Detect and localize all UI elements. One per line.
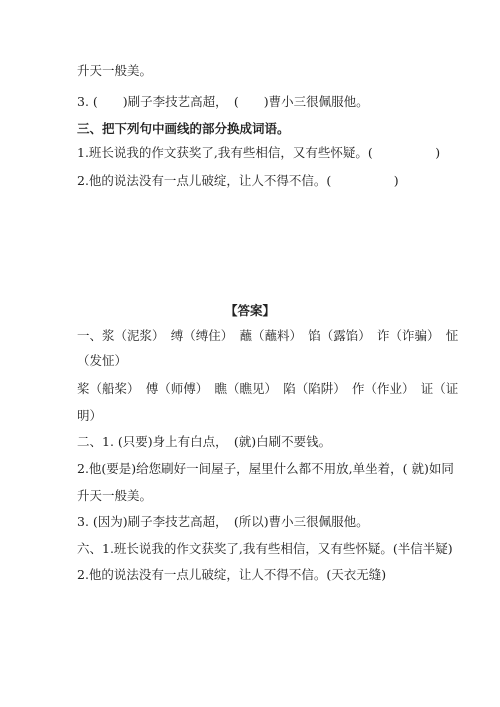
answer-line-8: 3. (因为)刷子李技艺高超， (所以)曹小三很佩服他。	[77, 514, 369, 529]
answer-line-2: （发怔）	[77, 353, 128, 368]
answer-line-4: 明）	[77, 408, 103, 423]
question-line-1: 升天一般美。	[77, 63, 153, 78]
answer-line-1: 一、浆（泥浆） 缚（缚住） 蘸（蘸料） 馅（露馅） 诈（诈骗） 怔	[77, 328, 459, 343]
answer-line-5: 二、1. (只要)身上有白点， (就)白刷不要钱。	[77, 434, 332, 449]
answer-line-6: 2.他(要是)给您刷好一间屋子，屋里什么都不用放,单坐着，( 就)如同	[77, 461, 454, 476]
answer-line-10: 2.他的说法没有一点儿破绽，让人不得不信。(天衣无缝)	[77, 567, 387, 582]
section-3-item-1: 1.班长说我的作文获奖了,我有些相信，又有些怀疑。( )	[77, 145, 441, 160]
section-3-title: 三、把下列句中画线的部分换成词语。	[77, 121, 290, 136]
section-3-item-2: 2.他的说法没有一点儿破绽，让人不得不信。( )	[77, 173, 399, 188]
answer-line-3: 桨（船桨） 傅（师傅） 瞧（瞧见） 陷（陷阱） 作（作业） 证（证	[77, 381, 459, 396]
answer-line-9: 六、1.班长说我的作文获奖了,我有些相信，又有些怀疑。(半信半疑)	[77, 541, 453, 556]
answer-title: 【答案】	[224, 303, 275, 318]
answer-line-7: 升天一般美。	[77, 488, 153, 503]
question-line-2: 3. ( )刷子李技艺高超， ( )曹小三很佩服他。	[77, 94, 369, 109]
